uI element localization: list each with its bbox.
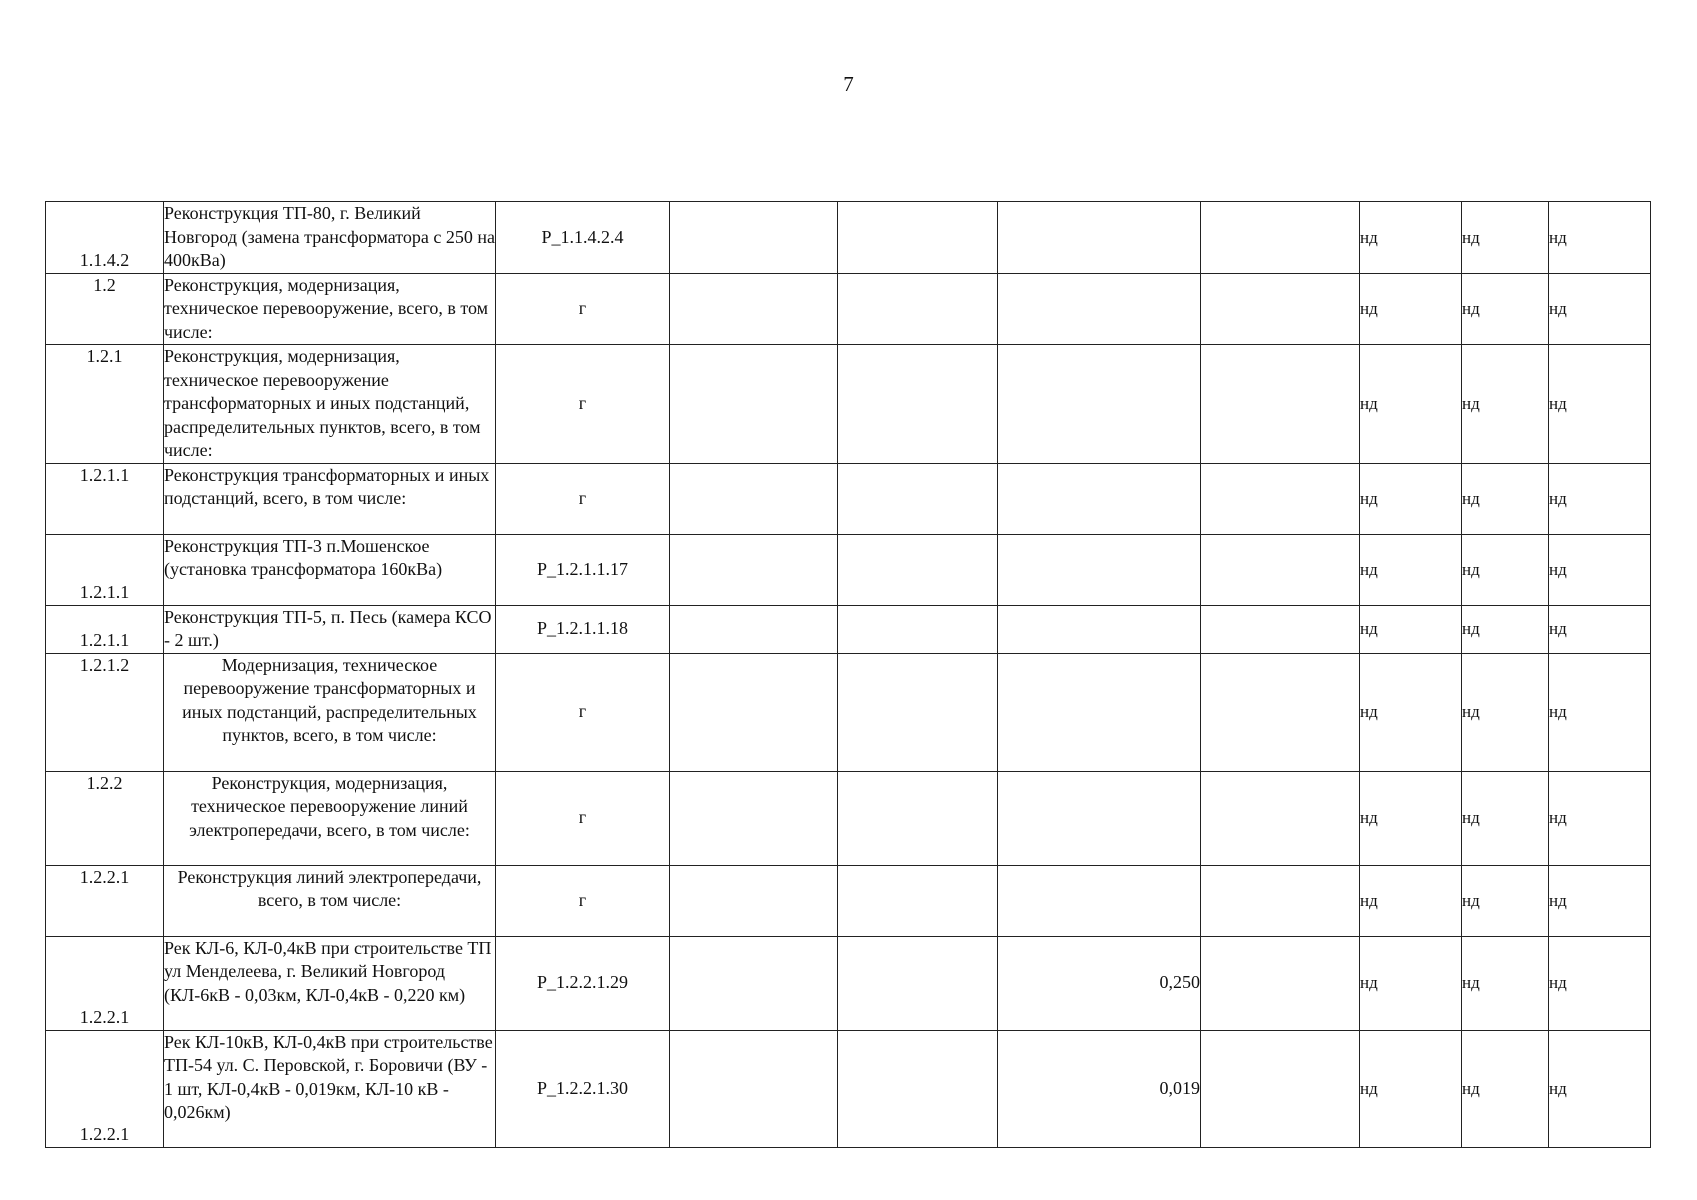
empty-cell [838, 771, 998, 865]
row-code-cell: Р_1.1.4.2.4 [496, 202, 670, 274]
nd-cell: нд [1549, 605, 1651, 653]
row-value-cell [998, 865, 1201, 936]
empty-cell [838, 202, 998, 274]
empty-cell [1201, 463, 1360, 534]
table-row [46, 865, 1651, 936]
empty-cell [1201, 936, 1360, 1030]
empty-cell [670, 534, 838, 605]
row-name-cell: Реконструкция, модернизация, техническое перевооружение трансформаторных и иных подстанций, распределительных пунктов, всего, в том числе: [164, 345, 496, 464]
nd-cell: нд [1360, 653, 1462, 771]
empty-cell [670, 345, 838, 464]
row-code-cell: Р_1.2.1.1.18 [496, 605, 670, 653]
row-code-cell: Р_1.2.2.1.29 [496, 936, 670, 1030]
nd-cell: нд [1549, 345, 1651, 464]
row-number-cell: 1.2.2 [46, 771, 164, 865]
nd-cell: нд [1360, 463, 1462, 534]
empty-cell [1201, 534, 1360, 605]
table-body [46, 202, 1651, 1148]
empty-cell [1201, 771, 1360, 865]
empty-cell [1201, 865, 1360, 936]
table-row [46, 605, 1651, 653]
row-number-cell: 1.2 [46, 273, 164, 345]
investment-table [45, 201, 1651, 1148]
empty-cell [670, 771, 838, 865]
nd-cell: нд [1462, 865, 1549, 936]
empty-cell [1201, 653, 1360, 771]
nd-cell: нд [1462, 936, 1549, 1030]
row-code-cell: г [496, 273, 670, 345]
nd-cell: нд [1549, 936, 1651, 1030]
empty-cell [670, 653, 838, 771]
row-name-cell: Реконструкция, модернизация, техническое перевооружение, всего, в том числе: [164, 273, 496, 345]
nd-cell: нд [1549, 1030, 1651, 1147]
row-code-cell: г [496, 771, 670, 865]
row-value-cell: 0,250 [998, 936, 1201, 1030]
row-name-cell: Модернизация, техническое перевооружение трансформаторных и иных подстанций, распределительных пунктов, всего, в том числе: [164, 653, 496, 771]
row-number-cell: 1.2.1.1 [46, 463, 164, 534]
table-row [46, 534, 1651, 605]
nd-cell: нд [1462, 1030, 1549, 1147]
row-value-cell [998, 463, 1201, 534]
row-number-cell: 1.2.2.1 [46, 865, 164, 936]
row-number-cell: 1.2.1.2 [46, 653, 164, 771]
row-name-cell: Реконструкция ТП-80, г. Великий Новгород (замена трансформатора с 250 на 400кВа) [164, 202, 496, 274]
empty-cell [838, 936, 998, 1030]
nd-cell: нд [1462, 345, 1549, 464]
row-value-cell [998, 653, 1201, 771]
row-name-cell: Реконструкция линий электропередачи, всего, в том числе: [164, 865, 496, 936]
empty-cell [838, 273, 998, 345]
row-name-cell: Реконструкция, модернизация, техническое перевооружение линий электропередачи, всего, в том числе: [164, 771, 496, 865]
row-code-cell: г [496, 345, 670, 464]
table-row [46, 345, 1651, 464]
row-code-cell: г [496, 865, 670, 936]
table-row [46, 936, 1651, 1030]
nd-cell: нд [1462, 534, 1549, 605]
nd-cell: нд [1462, 605, 1549, 653]
page-number: 7 [843, 72, 854, 96]
row-number-cell: 1.2.2.1 [46, 1030, 164, 1147]
empty-cell [838, 605, 998, 653]
row-number-cell: 1.2.1.1 [46, 605, 164, 653]
row-number-cell: 1.2.2.1 [46, 936, 164, 1030]
empty-cell [670, 936, 838, 1030]
empty-cell [1201, 202, 1360, 274]
row-code-cell: Р_1.2.2.1.30 [496, 1030, 670, 1147]
nd-cell: нд [1360, 345, 1462, 464]
nd-cell: нд [1462, 653, 1549, 771]
table-row [46, 273, 1651, 345]
empty-cell [1201, 273, 1360, 345]
table-row [46, 653, 1651, 771]
nd-cell: нд [1360, 771, 1462, 865]
empty-cell [670, 605, 838, 653]
empty-cell [838, 534, 998, 605]
nd-cell: нд [1462, 771, 1549, 865]
row-code-cell: г [496, 653, 670, 771]
empty-cell [670, 273, 838, 345]
nd-cell: нд [1549, 463, 1651, 534]
table-row [46, 463, 1651, 534]
row-value-cell: 0,019 [998, 1030, 1201, 1147]
table-row [46, 771, 1651, 865]
nd-cell: нд [1360, 273, 1462, 345]
nd-cell: нд [1360, 202, 1462, 274]
row-code-cell: Р_1.2.1.1.17 [496, 534, 670, 605]
empty-cell [838, 653, 998, 771]
nd-cell: нд [1549, 771, 1651, 865]
empty-cell [838, 345, 998, 464]
row-name-cell: Рек КЛ-10кВ, КЛ-0,4кВ при строительстве ТП-54 ул. С. Перовской, г. Боровичи (ВУ - 1 шт, КЛ-0,4кВ - 0,019км, КЛ-10 кВ - 0,026км) [164, 1030, 496, 1147]
table-row [46, 1030, 1651, 1147]
row-name-cell: Реконструкция ТП-3 п.Мошенское (установка трансформатора 160кВа) [164, 534, 496, 605]
nd-cell: нд [1360, 1030, 1462, 1147]
empty-cell [838, 463, 998, 534]
nd-cell: нд [1549, 202, 1651, 274]
row-number-cell: 1.2.1.1 [46, 534, 164, 605]
row-name-cell: Рек КЛ-6, КЛ-0,4кВ при строительстве ТП ул Менделеева, г. Великий Новгород (КЛ-6кВ - 0,03км, КЛ-0,4кВ - 0,220 км) [164, 936, 496, 1030]
empty-cell [1201, 605, 1360, 653]
row-value-cell [998, 605, 1201, 653]
row-number-cell: 1.1.4.2 [46, 202, 164, 274]
empty-cell [1201, 345, 1360, 464]
row-value-cell [998, 771, 1201, 865]
nd-cell: нд [1462, 202, 1549, 274]
empty-cell [670, 865, 838, 936]
row-value-cell [998, 534, 1201, 605]
empty-cell [838, 1030, 998, 1147]
nd-cell: нд [1360, 534, 1462, 605]
nd-cell: нд [1549, 534, 1651, 605]
row-value-cell [998, 273, 1201, 345]
empty-cell [670, 202, 838, 274]
nd-cell: нд [1360, 865, 1462, 936]
empty-cell [838, 865, 998, 936]
empty-cell [670, 463, 838, 534]
nd-cell: нд [1549, 273, 1651, 345]
nd-cell: нд [1360, 605, 1462, 653]
row-value-cell [998, 345, 1201, 464]
empty-cell [670, 1030, 838, 1147]
row-code-cell: г [496, 463, 670, 534]
row-value-cell [998, 202, 1201, 274]
nd-cell: нд [1462, 463, 1549, 534]
table-row [46, 202, 1651, 274]
empty-cell [1201, 1030, 1360, 1147]
row-number-cell: 1.2.1 [46, 345, 164, 464]
row-name-cell: Реконструкция ТП-5, п. Песь (камера КСО - 2 шт.) [164, 605, 496, 653]
nd-cell: нд [1549, 653, 1651, 771]
nd-cell: нд [1462, 273, 1549, 345]
nd-cell: нд [1360, 936, 1462, 1030]
row-name-cell: Реконструкция трансформаторных и иных подстанций, всего, в том числе: [164, 463, 496, 534]
nd-cell: нд [1549, 865, 1651, 936]
